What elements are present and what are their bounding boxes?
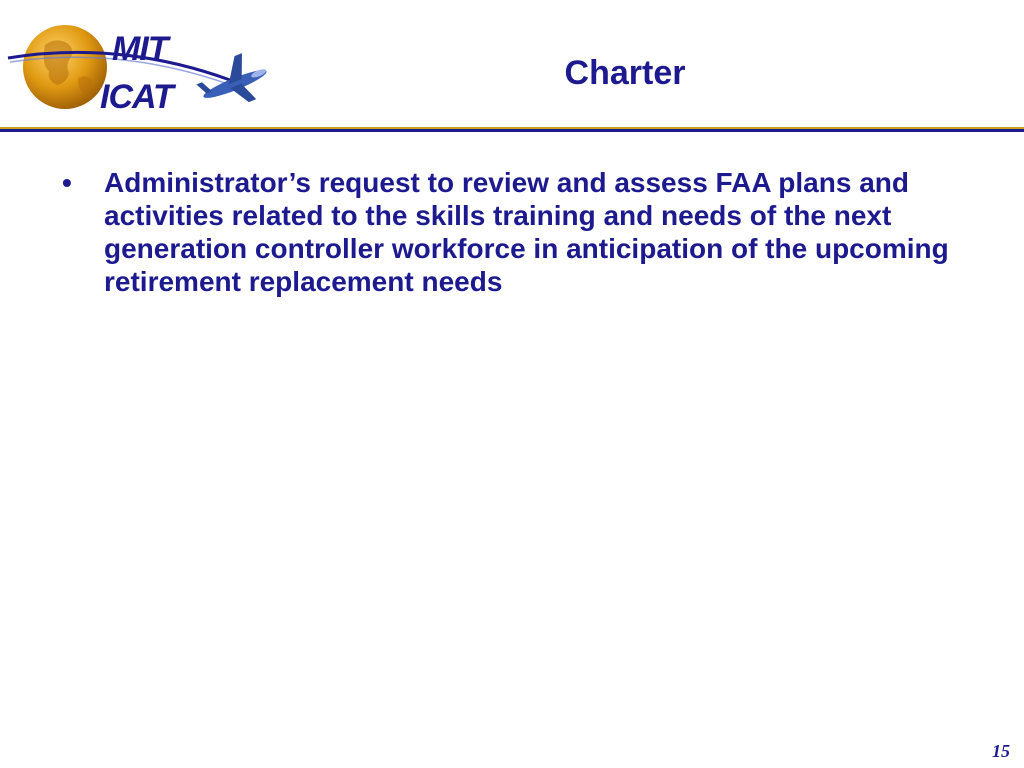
airplane-icon bbox=[192, 47, 275, 118]
logo-icat-text: ICAT bbox=[100, 78, 173, 116]
slide-content bbox=[62, 166, 962, 298]
logo-mit-text: MIT bbox=[112, 30, 168, 68]
slide-title: Charter bbox=[564, 54, 686, 92]
bullet-mark: • bbox=[62, 167, 72, 198]
mit-icat-logo bbox=[0, 0, 280, 120]
page-number: 15 bbox=[992, 741, 1010, 761]
header-rule bbox=[0, 129, 1024, 132]
bullet-text: Administrator’s request to review and assess FAA plans and activities related to the skills training and needs of the next generation controller workforce in anticipation of the upcoming retirement replacement needs bbox=[104, 167, 949, 297]
bullet-item bbox=[62, 166, 962, 298]
